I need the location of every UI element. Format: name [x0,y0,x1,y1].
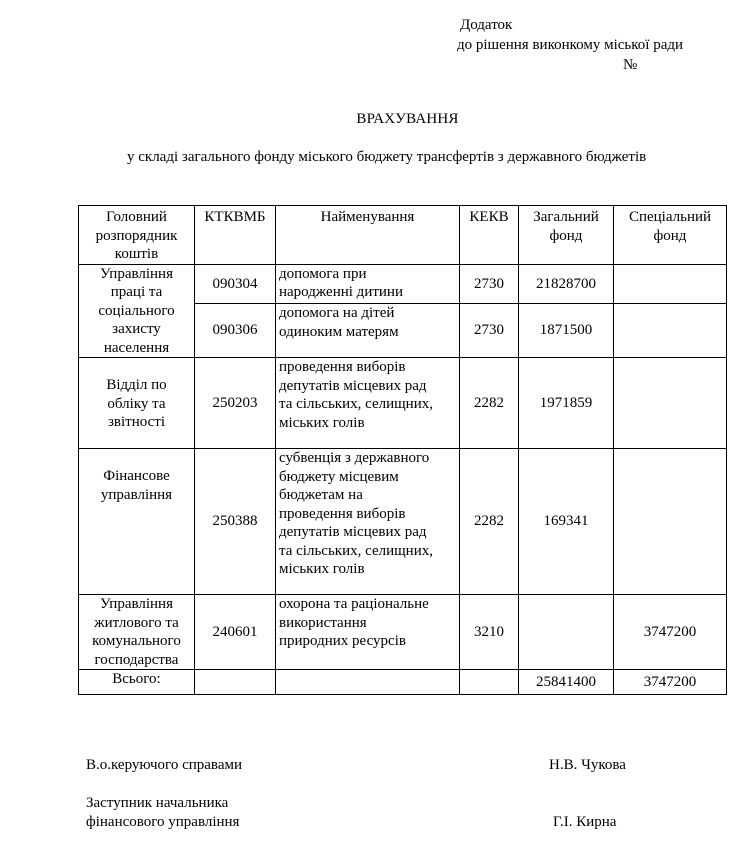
code-cell: 240601 [195,595,276,670]
total-special-cell: 3747200 [614,670,727,695]
manager-cell [79,449,195,595]
header-manager-line: коштів [114,246,159,262]
name-line: допомога на дітей [279,305,395,322]
header-code: КТКВМБ [195,206,276,265]
table-row [79,449,727,595]
general-fund-cell: 1871500 [519,304,614,358]
header-special-line: фонд [653,227,687,244]
kekv-cell: 2730 [460,304,519,358]
manager-cell [79,264,195,358]
header-general-line: Загальний [533,209,599,225]
kekv-cell: 2282 [460,449,519,595]
name-cell [276,358,460,449]
kekv-cell: 2730 [460,264,519,304]
name-line: та сільських, селищних, [279,542,433,559]
special-fund-cell [614,304,727,358]
code-cell: 250388 [195,449,276,595]
empty-cell [460,670,519,695]
signature-position-1: В.о.керуючого справами [86,757,242,773]
name-line: використання [279,614,367,631]
addendum-decision-line: до рішення виконкому міської ради [457,37,684,53]
header-manager-line: розпорядник [95,227,178,244]
general-fund-cell [519,595,614,670]
manager-line: житлового та [94,614,179,631]
kekv-cell: 2282 [460,358,519,449]
kekv-cell: 3210 [460,595,519,670]
manager-line: праці та [110,284,163,300]
addendum-number-sign: № [623,57,638,73]
special-fund-cell [614,264,727,304]
name-line: природних ресурсів [279,633,406,649]
table-row [79,264,727,304]
name-line: проведення виборів [279,359,406,375]
budget-table [78,205,727,695]
total-label-cell: Всього: [79,670,195,695]
header-special-line: Спеціальний [628,209,712,225]
name-line: допомога при [279,265,367,282]
header-manager [79,206,195,265]
signature-position-2-line2: фінансового управління [86,814,240,830]
general-fund-cell: 169341 [519,449,614,595]
manager-line: обліку та [107,395,166,412]
name-line: народженні дитини [279,284,403,300]
code-cell: 090304 [195,264,276,304]
manager-line: соціального [98,302,175,319]
header-special-fund [614,206,727,265]
name-line: міських голів [279,414,365,431]
special-fund-cell [614,358,727,449]
header-manager-line: Головний [106,209,167,225]
name-line: проведення виборів [279,505,406,522]
table-row [79,358,727,449]
name-line: депутатів місцевих рад [279,524,427,540]
manager-cell [79,595,195,670]
table-total-row [79,670,727,695]
name-line: охорона та раціональне [279,596,429,612]
table-header-row [79,206,727,265]
total-general-cell: 25841400 [519,670,614,695]
special-fund-cell: 3747200 [614,595,727,670]
name-line: одиноким матерям [279,323,399,340]
manager-line: звітності [107,414,165,430]
name-line: депутатів місцевих рад [279,377,427,394]
header-general-line: фонд [549,227,583,244]
empty-cell [276,670,460,695]
addendum-title: Додаток [460,17,513,33]
manager-line: господарства [94,651,179,668]
name-cell [276,595,460,670]
name-cell [276,304,460,358]
document-title: ВРАХУВАННЯ [356,111,459,127]
header-name: Найменування [276,206,460,265]
special-fund-cell [614,449,727,595]
table-row [79,595,727,670]
name-line: бюджетам на [279,487,363,503]
manager-line: Управління [100,596,173,612]
code-cell: 090306 [195,304,276,358]
manager-line: населення [103,339,170,356]
manager-line: управління [100,486,173,503]
manager-line: Фінансове [103,468,170,484]
manager-line: Управління [100,265,173,282]
manager-line: Відділ по [106,377,167,393]
header-general-fund [519,206,614,265]
signature-name-2: Г.І. Кирна [553,814,617,830]
manager-cell [79,358,195,449]
name-line: міських голів [279,561,365,577]
header-kekv: КЕКВ [460,206,519,265]
name-line: та сільських, селищних, [279,396,433,412]
signature-name-1: Н.В. Чукова [549,757,626,773]
signature-position-2-line1: Заступник начальника [86,795,229,811]
name-line: бюджету місцевим [279,468,399,485]
document-subtitle: у складі загального фонду міського бюджету трансфертів з державного бюджетів [127,149,647,165]
code-cell: 250203 [195,358,276,449]
name-cell [276,264,460,304]
manager-line: захисту [112,321,161,337]
general-fund-cell: 1971859 [519,358,614,449]
name-cell [276,449,460,595]
empty-cell [195,670,276,695]
name-line: субвенція з державного [279,450,430,466]
general-fund-cell: 21828700 [519,264,614,304]
manager-line: комунального [92,633,181,649]
